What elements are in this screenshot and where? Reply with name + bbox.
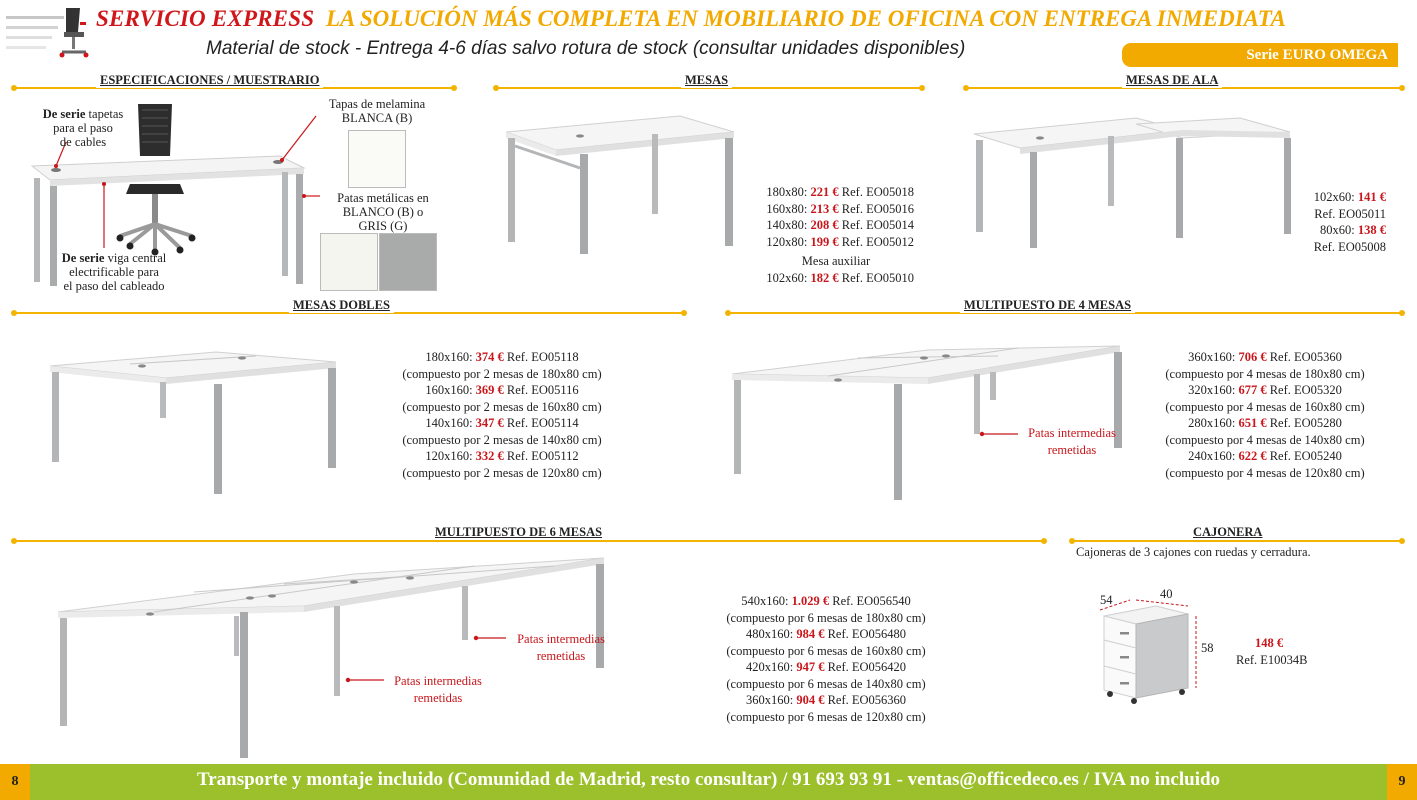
multi4-title: MULTIPUESTO DE 4 MESAS — [960, 298, 1135, 313]
chair-logo-icon — [4, 2, 94, 64]
tapas-label: Tapas de melamina BLANCA (B) — [328, 97, 426, 125]
cajonera-price: 148 € — [1254, 636, 1284, 650]
spec-title: ESPECIFICACIONES / MUESTRARIO — [96, 73, 323, 88]
cajonera-desc: Cajoneras de 3 cajones con ruedas y cerradura. — [1076, 545, 1311, 559]
cajonera-price-box — [1236, 635, 1308, 668]
mesa-auxiliar-label: Mesa auxiliar — [801, 254, 871, 268]
multi6-price-list: 540x160: 1.029 € Ref. EO056540 (compuesto por 6 mesas de 180x80 cm) 480x160: 984 € Ref. EO056480 (compuesto por 6 mesas de 160x80 cm) 420x160: 947 € Ref. EO056420 (compuesto por 6 mesas de 140x80 cm) 360x160: 904 € Ref. EO056360 (compuesto por 6 mesas de 120x80 cm) — [726, 594, 926, 724]
dim-height: 58 — [1201, 641, 1214, 655]
header-subtitle: Material de stock - Entrega 4-6 días salvo rotura de stock (consultar unidades disponibles) — [206, 38, 966, 59]
dobles-title: MESAS DOBLES — [289, 298, 394, 313]
cajonera-ref: Ref. E10034B — [1236, 652, 1308, 667]
divider-cajonera — [1072, 540, 1402, 542]
swatch-white-top — [348, 130, 406, 188]
dobles-price-list: 180x160: 374 € Ref. EO05118 (compuesto por 2 mesas de 180x80 cm) 160x160: 369 € Ref. EO05116 (compuesto por 2 mesas de 160x80 cm) 140x160: 347 € Ref. EO05114 (compuesto por 2 mesas de 140x80 cm) 120x160: 332 € Ref. EO05112 (compuesto por 2 mesas de 120x80 cm) — [402, 350, 602, 480]
swatch-gray-leg — [379, 233, 437, 291]
swatch-white-leg — [320, 233, 378, 291]
dim-width: 40 — [1160, 587, 1173, 601]
multi6-title: MULTIPUESTO DE 6 MESAS — [431, 525, 606, 540]
mesa-row-4: 120x80: 199 € Ref. EO05012 — [766, 234, 914, 249]
mesas-price-list — [720, 184, 914, 250]
brand-title: SERVICIO EXPRESS — [96, 6, 315, 31]
dim-depth: 54 — [1100, 593, 1113, 607]
footer-text: Transporte y montaje incluido (Comunidad de Madrid, resto consultar) / 91 693 93 91 - ventas@officedeco.es / IVA no incluido — [196, 769, 1221, 790]
tapetas-label: De serie tapetas para el paso de cables — [42, 107, 124, 149]
mesas-title: MESAS — [681, 73, 732, 88]
divider-multi6 — [14, 540, 1044, 542]
l-desk-image — [970, 108, 1300, 253]
page-number-left: 8 — [0, 764, 30, 800]
viga-label: De serie viga central electrificable para el paso del cableado — [61, 251, 167, 293]
mesa-auxiliar-row: 102x60: 182 € Ref. EO05010 — [766, 271, 914, 285]
multi6-patas-label-a: Patas intermedias remetidas — [394, 674, 482, 705]
four-desk-image — [728, 334, 1128, 504]
ala-price-list: 102x60: 141 € Ref. EO05011 80x60: 138 € Ref. EO05008 — [1313, 190, 1386, 254]
mesa-row-1: 180x80: 221 € Ref. EO05018 — [766, 185, 914, 199]
header-tagline: LA SOLUCIÓN MÁS COMPLETA EN MOBILIARIO DE OFICINA CON ENTREGA INMEDIATA — [326, 6, 1286, 31]
page-number-right: 9 — [1387, 764, 1417, 800]
mesa-row-3: 140x80: 208 € Ref. EO05014 — [766, 218, 914, 232]
multi4-patas-label: Patas intermedias remetidas — [1028, 426, 1116, 457]
multi4-price-list: 360x160: 706 € Ref. EO05360 (compuesto por 4 mesas de 180x80 cm) 320x160: 677 € Ref. EO05320 (compuesto por 4 mesas de 160x80 cm) 280x160: 651 € Ref. EO05280 (compuesto por 4 mesas de 140x80 cm) 240x160: 622 € Ref. EO05240 (compuesto por 4 mesas de 120x80 cm) — [1165, 350, 1365, 480]
patas-label: Patas metálicas en BLANCO (B) o GRIS (G) — [337, 191, 429, 233]
cajonera-title: CAJONERA — [1189, 525, 1266, 540]
desk-image — [500, 106, 740, 256]
multi6-patas-label-b: Patas intermedias remetidas — [517, 632, 605, 663]
series-badge: Serie EURO OMEGA — [1122, 43, 1398, 67]
double-desk-image — [46, 344, 346, 500]
mesa-row-2: 160x80: 213 € Ref. EO05016 — [766, 201, 914, 216]
ala-title: MESAS DE ALA — [1122, 73, 1222, 88]
